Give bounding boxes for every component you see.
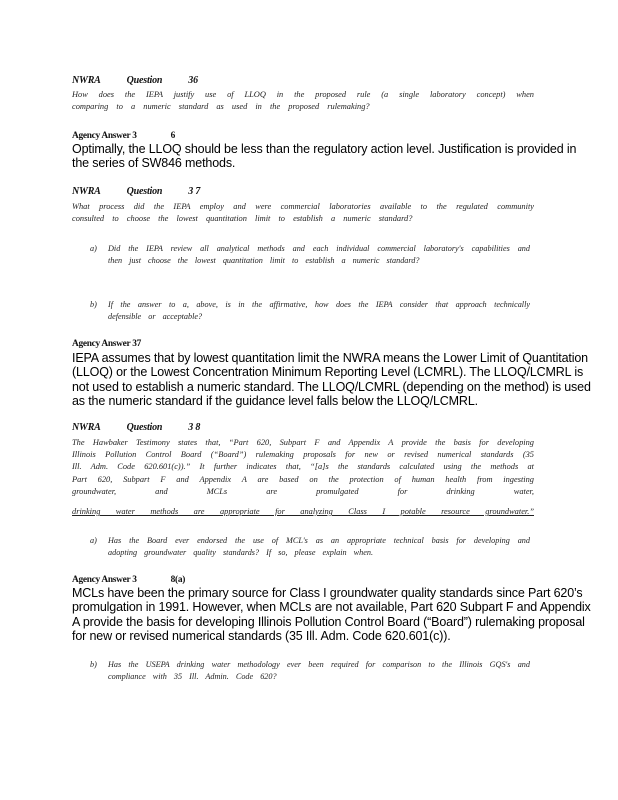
question-38-sub-b — [90, 659, 530, 683]
answer-38-text: MCLs have been the primary source for Class I groundwater quality standards since Part 620’s promulgation in 1991. However, when MCLs are not available, Part 620 Subpart F and Appendix A provide the basis for developing Illinois Pollution Control Board (“Board”) rulemaking proposal for new or revised numerical standards (35 Ill. Adm. Code 620.601(c)). — [72, 586, 591, 643]
question-38-number: 3 8 — [188, 422, 201, 433]
question-37-label: NWRA — [72, 186, 101, 197]
question-36-word: Question — [126, 75, 163, 86]
question-38-sub-a-label: a) — [90, 536, 97, 545]
answer-36-heading — [72, 131, 175, 141]
answer-38-heading — [72, 575, 185, 585]
question-38-heading — [72, 422, 226, 433]
question-37-sub-a — [90, 243, 530, 267]
question-37-sub-a-label: a) — [90, 244, 97, 253]
question-36-text: How does the IEPA justify use of LLOQ in the proposed rule (a single laboratory concept) when comparing to a numeric standard as used in the proposed rulemaking? — [72, 90, 534, 112]
question-36-label: NWRA — [72, 75, 101, 86]
question-38-word: Question — [126, 422, 163, 433]
question-37-number: 3 7 — [188, 186, 201, 197]
question-36-heading — [72, 75, 224, 86]
question-38-sub-a-text: Has the Board ever endorsed the use of MCL's as an appropriate technical basis for developing and adopting groundwater quality standards? If so, please explain when. — [108, 536, 530, 558]
answer-38-label: Agency Answer 3 — [72, 575, 137, 585]
question-37-sub-b-label: b) — [90, 300, 97, 309]
answer-37-heading: Agency Answer 37 — [72, 339, 141, 349]
answer-36-label: Agency Answer 3 — [72, 131, 137, 141]
answer-36-text: Optimally, the LLOQ should be less than the regulatory action level. Justification is provided in the series of SW846 methods. — [72, 142, 577, 171]
question-37-sub-b — [90, 299, 530, 323]
question-38-sub-b-text: Has the USEPA drinking water methodology ever been required for comparison to the Illinois GQS's and compliance with 35 Ill. Admin. Code 620? — [108, 660, 530, 682]
question-38-sub-b-label: b) — [90, 660, 97, 669]
question-36-number: 36 — [188, 75, 198, 86]
question-38-label: NWRA — [72, 422, 101, 433]
question-38-text-underlined: drinking water methods are appropriate for analyzing Class I potable resource groundwater.” — [72, 507, 534, 516]
question-37-sub-a-text: Did the IEPA review all analytical methods and each individual commercial laboratory's capabilities and then just choose the lowest quantitation limit to establish a numeric standard? — [108, 244, 530, 266]
answer-37-text: IEPA assumes that by lowest quantitation limit the NWRA means the Lower Limit of Quantitation (LLOQ) or the Lowest Concentration Minimum Reporting Level (LCMRL). The LLOQ/LCMRL is not used to establish a numeric standard. The LLOQ/LCMRL (depending on the method) is used as the numeric standard if the guidance level falls below the LLOQ/LCMRL. — [72, 351, 591, 408]
question-37-text: What process did the IEPA employ and were commercial laboratories available to the regulated community consulted to choose the lowest quantitation limit to establish a numeric standard? — [72, 202, 534, 224]
answer-36-number: 6 — [170, 131, 175, 141]
question-37-heading — [72, 186, 226, 197]
question-38-sub-a — [90, 535, 530, 559]
answer-38-number: 8(a) — [170, 575, 186, 585]
question-38-text: The Hawbaker Testimony states that, “Part 620, Subpart F and Appendix A provide the basis for developing Illinois Pollution Control Board (“Board”) rulemaking proposals for new or revised numerical standards (35 Ill. Adm. Code 620.601(c)).” It further indicates that, “[a]s the standards calculated using the methods at Part 620, Subpart F and Appendix A are based on the protection of human health from ingesting groundwater, and MCLs are promulgated for drinking water, — [72, 438, 534, 496]
question-37-sub-b-text: If the answer to a, above, is in the affirmative, how does the IEPA consider that approach technically defensible or acceptable? — [108, 300, 530, 322]
question-37-word: Question — [126, 186, 163, 197]
